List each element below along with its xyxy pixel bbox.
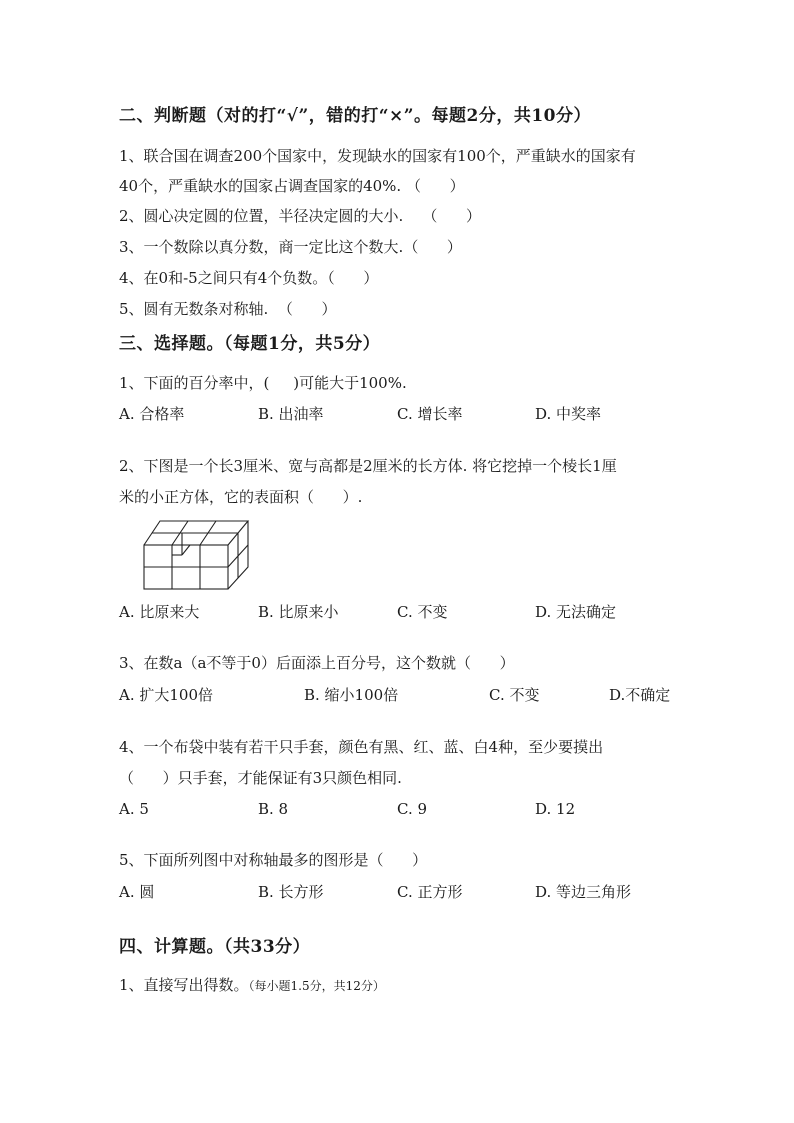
judge-question-2: 2、圆心决定圆的位置，半径决定圆的大小. （ ） [119, 207, 481, 225]
choice-question-1-stem: 1、下面的百分率中，( )可能大于100%. [119, 374, 407, 392]
judge-question-1-line-2: 40个，严重缺水的国家占调查国家的40%. （ ） [119, 177, 465, 195]
choice-question-4-option-a: A. 5 [119, 800, 149, 818]
choice-question-5-option-b: B. 长方形 [258, 883, 324, 901]
choice-question-1-option-b: B. 出油率 [258, 405, 324, 423]
choice-question-2-stem-line-1: 2、下图是一个长3厘米、宽与高都是2厘米的长方体. 将它挖掉一个棱长1厘 [119, 457, 617, 475]
choice-question-5-option-d: D. 等边三角形 [535, 883, 632, 901]
judge-question-5: 5、圆有无数条对称轴. （ ） [119, 300, 337, 318]
judge-question-4: 4、在0和-5之间只有4个负数。（ ） [119, 269, 379, 287]
choice-question-1-option-a: A. 合格率 [119, 405, 185, 423]
judge-question-3: 3、一个数除以真分数，商一定比这个数大.（ ） [119, 238, 462, 256]
calc-question-1 [119, 975, 385, 996]
choice-question-3-option-b: B. 缩小100倍 [304, 686, 399, 704]
choice-question-1-option-d: D. 中奖率 [535, 405, 602, 423]
choice-question-1-option-c: C. 增长率 [397, 405, 463, 423]
cuboid-figure [140, 513, 260, 593]
choice-question-2-option-d: D. 无法确定 [535, 603, 617, 621]
calc-question-1-score-note: （每小题1.5分，共12分） [248, 979, 385, 993]
choice-question-4-option-d: D. 12 [535, 800, 576, 818]
calc-question-1-text: 1、直接写出得数。 [119, 976, 249, 994]
section-4-heading: 四、计算题。（共33分） [119, 937, 311, 957]
choice-question-5-option-c: C. 正方形 [397, 883, 463, 901]
choice-question-2-option-c: C. 不变 [397, 603, 448, 621]
section-2-heading: 二、判断题（对的打“√”，错的打“×”。每题2分，共10分） [119, 106, 592, 126]
choice-question-2-option-b: B. 比原来小 [258, 603, 339, 621]
judge-question-1-line-1: 1、联合国在调查200个国家中，发现缺水的国家有100个，严重缺水的国家有 [119, 147, 636, 165]
choice-question-3-option-d: D.不确定 [609, 686, 671, 704]
choice-question-3-option-a: A. 扩大100倍 [119, 686, 213, 704]
choice-question-4-option-b: B. 8 [258, 800, 289, 818]
choice-question-5-option-a: A. 圆 [119, 883, 155, 901]
choice-question-3-stem: 3、在数a（a不等于0）后面添上百分号，这个数就（ ） [119, 654, 515, 672]
choice-question-4-stem-line-2: （ ）只手套，才能保证有3只颜色相同. [119, 769, 402, 787]
section-3-heading: 三、选择题。（每题1分，共5分） [119, 334, 381, 354]
choice-question-2-option-a: A. 比原来大 [119, 603, 200, 621]
choice-question-4-option-c: C. 9 [397, 800, 428, 818]
choice-question-5-stem: 5、下面所列图中对称轴最多的图形是（ ） [119, 851, 428, 869]
choice-question-4-stem-line-1: 4、一个布袋中装有若干只手套，颜色有黑、红、蓝、白4种，至少要摸出 [119, 738, 604, 756]
choice-question-2-stem-line-2: 米的小正方体，它的表面积（ ）. [119, 488, 363, 506]
choice-question-3-option-c: C. 不变 [489, 686, 540, 704]
